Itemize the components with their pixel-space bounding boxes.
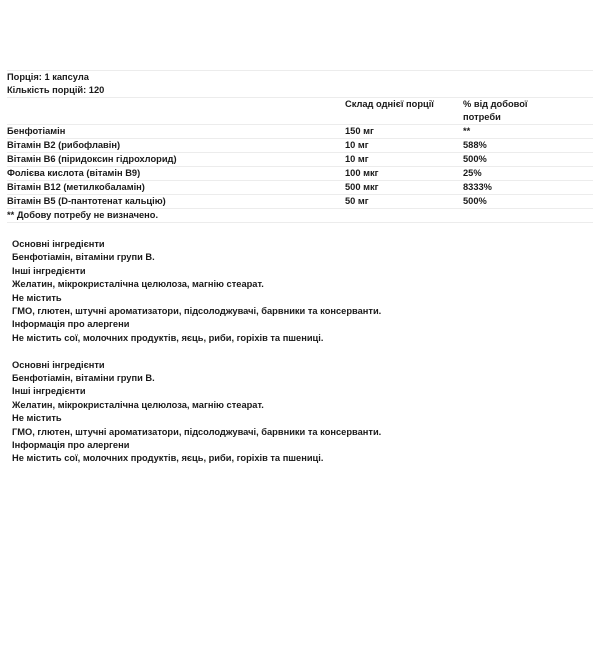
nutrient-daily-value: 25% (463, 167, 593, 181)
serving-size-text: Порція: 1 капсула (7, 71, 593, 85)
other-ingredients-heading: Інші інгредієнти (12, 265, 86, 276)
serving-size-row (7, 71, 593, 85)
nutrient-amount: 10 мг (345, 139, 463, 153)
nutrient-daily-value: 588% (463, 139, 593, 153)
table-row (7, 125, 593, 139)
nutrient-name: Вітамін B12 (метилкобаламін) (7, 181, 345, 195)
nutrient-name: Вітамін B2 (рибофлавін) (7, 139, 345, 153)
free-from-text: ГМО, глютен, штучні ароматизатори, підсолоджувачі, барвники та консерванти. (12, 426, 382, 437)
ingredients-section (7, 238, 593, 466)
nutrient-daily-value: 500% (463, 153, 593, 167)
daily-value-footnote: ** Добову потребу не визначено. (7, 209, 593, 223)
main-ingredients-text: Бенфотіамін, вітаміни групи B. (12, 373, 155, 384)
main-ingredients-heading: Основні інгредієнти (12, 239, 105, 249)
ingredients-block (12, 238, 593, 345)
nutrient-amount: 150 мг (345, 125, 463, 139)
allergen-info-text: Не містить сої, молочних продуктів, яєць, риби, горіхів та пшениці. (12, 453, 324, 464)
column-header-amount-label: Склад однієї порції (345, 99, 434, 109)
other-ingredients-text: Желатин, мікрокристалічна целюлоза, магнію стеарат. (12, 399, 264, 410)
nutrient-name: Бенфотіамін (7, 125, 345, 139)
allergen-info-heading: Інформація про алергени (12, 440, 130, 451)
table-row (7, 167, 593, 181)
nutrient-name: Вітамін B5 (D-пантотенат кальцію) (7, 195, 345, 209)
column-header-name (7, 98, 345, 125)
nutrient-daily-value: 8333% (463, 181, 593, 195)
other-ingredients-text: Желатин, мікрокристалічна целюлоза, магнію стеарат. (12, 279, 264, 290)
ingredients-block (12, 359, 593, 466)
nutrient-daily-value: ** (463, 125, 593, 139)
table-row (7, 181, 593, 195)
allergen-info-heading: Інформація про алергени (12, 319, 130, 330)
table-row (7, 195, 593, 209)
nutrient-amount: 10 мг (345, 153, 463, 167)
nutrient-name: Вітамін B6 (піридоксин гідрохлорид) (7, 153, 345, 167)
supplement-facts-page (0, 70, 600, 670)
main-ingredients-heading: Основні інгредієнти (12, 359, 105, 370)
table-header-row (7, 98, 593, 125)
allergen-info-text: Не містить сої, молочних продуктів, яєць, риби, горіхів та пшениці. (12, 332, 324, 343)
table-row (7, 153, 593, 167)
column-header-daily-value (463, 98, 593, 125)
free-from-heading: Не містить (12, 292, 62, 303)
table-row (7, 139, 593, 153)
column-header-daily-value-label: % від добової потреби (463, 99, 528, 122)
free-from-text: ГМО, глютен, штучні ароматизатори, підсолоджувачі, барвники та консерванти. (12, 306, 382, 317)
nutrient-name: Фолієва кислота (вітамін B9) (7, 167, 345, 181)
main-ingredients-text: Бенфотіамін, вітаміни групи B. (12, 252, 155, 263)
other-ingredients-heading: Інші інгредієнти (12, 386, 86, 397)
column-header-amount (345, 98, 463, 125)
nutrient-amount: 100 мкг (345, 167, 463, 181)
nutrient-amount: 500 мкг (345, 181, 463, 195)
supplement-facts-table (7, 70, 593, 223)
daily-value-footnote-row (7, 209, 593, 223)
free-from-heading: Не містить (12, 413, 62, 424)
nutrient-amount: 50 мг (345, 195, 463, 209)
servings-per-container-row (7, 84, 593, 98)
servings-per-container-text: Кількість порцій: 120 (7, 85, 105, 95)
nutrient-daily-value: 500% (463, 195, 593, 209)
